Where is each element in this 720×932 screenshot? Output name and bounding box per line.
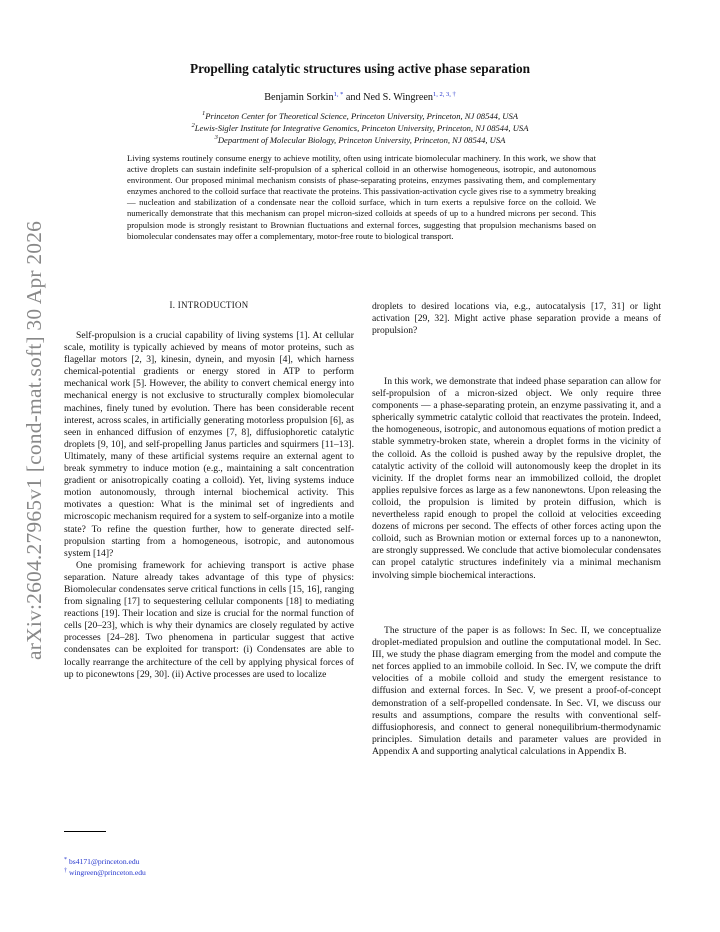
author-name: Ned S. Wingreen [363,92,433,103]
paragraph: One promising framework for achieving transport is active phase separation. Nature already takes advantage of this type of physics: Biomolecular condensates serve critical functions in cells [15, 16], ranging from signaling [17] to sequestering cellular components [18] to mediating reactions [19]. Their location and size is crucial for the normal function of cells [20–23], which is why their dynamics are closely regulated by active processes [24–28]. Two phenomena in particular suggest that active condensates can be exploited for transport: (i) Condensates are able to locally rearrange the architecture of the cell by applying physical forces of up to piconewtons [29, 30]. (ii) Active processes are used to localize [64,559,354,680]
arxiv-stamp: arXiv:2604.27965v1 [cond-mat.soft] 30 Apr 2026 [22,220,46,660]
author-name: Benjamin Sorkin [264,92,334,103]
affiliation-number: 3 [214,134,218,141]
paragraph: In this work, we demonstrate that indeed phase separation can allow for self-propulsion of a micron-sized object. We only require three components — a phase-separating protein, an enzyme passivating it, and a spherically symmetric catalytic colloid that reactivates the protein. Indeed, the homogeneous, isotropic, and autonomous equations of motion predict a stable symmetry-broken state, wherein a droplet forms in the vicinity of the colloid. As the colloid is pushed away by the repulsive droplet, the catalytic activity of the colloid will autonomously keep the droplet in its vicinity. If the droplet forms near an immobilized colloid, the droplet applies repulsive forces as large as a few nanonewtons. Upon releasing the colloid, the propulsion is limited by protein diffusion, which is nevertheless rapid enough to propel the colloid at velocities exceeding dozens of microns per second. The effects of other forces acting upon the colloid, such as Brownian motion or external forces up to a nanonewton, are strongly suppressed. We conclude that active biomolecular condensates can propel catalytic structures indefinitely via a minimal mechanism involving simple biochemical interactions. [372,376,661,581]
left-column [64,330,354,681]
affiliation [0,122,720,133]
paper-title: Propelling catalytic structures using active phase separation [189,61,531,76]
right-column-block [372,376,661,582]
right-column-block [372,625,661,758]
affiliation-text: Princeton Center for Theoretical Science, Princeton University, Princeton, NJ 08544, USA [205,111,519,121]
paragraph: The structure of the paper is as follows: In Sec. II, we conceptualize droplet-mediated propulsion and outline the computational model. In Sec. III, we study the phase diagram emerging from the model and compute the net forces applied to an immobile colloid. In Sec. IV, we compute the drift velocities of a mobile colloid and study the emergent resistance to diffusion and external forces. In Sec. V, we present a proof-of-concept demonstration of a self-propelled condensate. In Sec. VI, we discuss our results and assumptions, compare the results with conventional self-diffusiophoresis, and connect to general nonequilibrium-thermodynamic principles. Simulation details and parameter values are provided in Appendix A and supporting analytical calculations in Appendix B. [372,625,661,757]
affiliation-number: 2 [191,122,195,129]
affiliation-text: Lewis-Sigler Institute for Integrative Genomics, Princeton University, Princeton, NJ 08544, USA [194,123,529,133]
footnote[interactable] [64,866,146,878]
right-column [372,301,661,337]
author-affil-marker[interactable]: 1, * [333,91,344,98]
email-link[interactable]: bs4171@princeton.edu [69,857,140,866]
affiliation-text: Department of Molecular Biology, Princeton University, Princeton, NJ 08544, USA [217,135,506,145]
footnote-mark: * [64,857,67,863]
affiliation [0,134,720,145]
section-heading: I. INTRODUCTION [169,300,249,310]
author-conjunction: and [345,92,361,103]
affiliation-number: 1 [201,110,206,117]
email-link[interactable]: wingreen@princeton.edu [69,868,146,877]
author-line [0,91,720,103]
paragraph: Self-propulsion is a crucial capability of living systems [1]. At cellular scale, motility is typically achieved by means of motor proteins, such as flagellar motors [2, 3], kinesin, dynein, and myosin [4], which harness chemical-potential gradients or energy stored in ATP to perform mechanical work [5]. However, the ability to convert chemical energy into mechanical energy is not exclusive to structurally complex biomolecular machines, finely tuned by evolution. There has been considerable recent interest, across scales, in artificially generating motorless propulsion [6], as seen in enhanced diffusion of enzymes [7, 8], diffusiophoretic catalytic droplets [9, 10], and self-propelling Janus particles and squirmers [11–13]. Ultimately, many of these artificial systems require an external agent to break symmetry to induce motion (e.g., maintaining a salt concentration gradient or anisotropically coating a colloid). Yet, living systems induce motion autonomously, through internal biochemical activity. This motivates a question: What is the minimal set of ingredients and microscopic mechanism required for a system to self-organize into a motile state? To refine the question further, how to generate directed self-propulsion starting from a homogeneous, isotropic, and autonomous system [14]? [64,330,354,559]
footnote-mark: † [64,868,67,874]
author-affil-marker[interactable]: 1, 2, 3, † [433,91,456,98]
footnote-rule [64,831,106,832]
abstract: Living systems routinely consume energy to achieve motility, often using intricate biomolecular machinery. In this work, we show that active droplets can sustain indefinite self-propulsion of a spherical colloid in an otherwise homogeneous, isotropic, and autonomous environment. Our proposed minimal mechanism consists of phase-separating proteins, enzymes passivating them, and complementary enzymes anchored to the colloid surface that reactivate the proteins. This passivation-activation cycle gives rise to a symmetry breaking — nucleation and stabilization of a condensate near the colloid surface, which in turn exerts a repulsive force on the colloid. We numerically demonstrate that this mechanism can propel micron-sized colloids at speeds of up to a hundred microns per second. This propulsion mode is strongly resistant to Brownian fluctuations and external forces, suggesting that propulsion mechanisms based on biomolecular condensates may offer a complementary, motor-free route to biological transport. [127,153,596,241]
affiliation [0,110,720,121]
paragraph: droplets to desired locations via, e.g., autocatalysis [17, 31] or light activation [29, 32]. Might active phase separation provide a means of propulsion? [372,301,661,337]
